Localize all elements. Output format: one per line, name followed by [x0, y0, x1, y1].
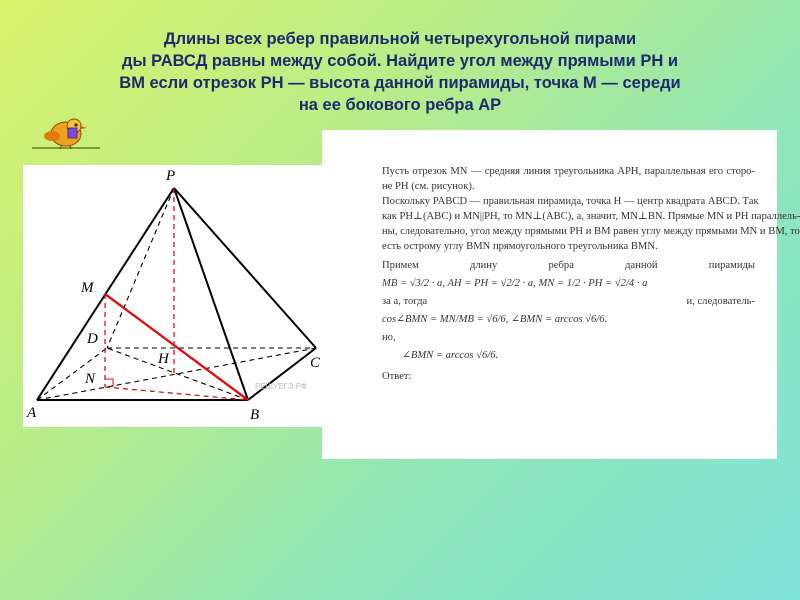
label-N: N — [85, 371, 96, 387]
title-line-3: ВМ если отрезок РН — высота данной пирамиды, точка М — середи — [119, 74, 681, 92]
edge-AD — [37, 348, 107, 400]
title-line-1: Длины всех ребер правильной четырехугольной пирами — [163, 30, 637, 48]
label-H: H — [158, 351, 169, 367]
solution-line-4: как PH⊥(ABC) и MN||PH, то MN⊥(ABC), а, значит, MN⊥BN. Прямые MN и PH параллель- — [382, 211, 800, 222]
edge-PC — [174, 188, 316, 348]
label-C: C — [310, 355, 321, 371]
pyramid-diagram — [23, 165, 323, 427]
solution-line-8: за a, тогда — [382, 296, 428, 307]
solution-line-9: но, — [382, 332, 396, 343]
solution-panel — [322, 130, 800, 459]
segment-NB — [105, 387, 248, 400]
solution-line-3: Поскольку PABCD — правильная пирамида, точка H — центр квадрата ABCD. Так — [382, 196, 759, 207]
label-M: M — [81, 280, 94, 296]
edge-PB — [174, 188, 248, 400]
solution-line-6: есть острому углу BMN прямоугольного треугольника BMN. — [382, 241, 658, 252]
watermark: РЕШУЕГЭ.РФ — [255, 382, 308, 391]
edge-PD — [107, 188, 174, 348]
diag-BD — [107, 348, 248, 400]
label-D: D — [87, 331, 98, 347]
title-line-4: на ее бокового ребра АР — [298, 96, 502, 114]
title-line-2: ды РАВСД равны между собой. Найдите угол между прямыми РН и — [121, 52, 678, 70]
edge-BC — [248, 348, 316, 400]
label-P: P — [166, 168, 176, 184]
pyramid-figure — [23, 165, 323, 427]
formula-cos: cos∠BMN = MN/MB = √6/6, ∠BMN = arccos √6/6. — [382, 314, 608, 325]
solution-line-5: ны, следовательно, угол между прямыми PH и BM равен углу между прямыми MN и BM, то — [382, 226, 800, 237]
label-B: B — [250, 407, 260, 423]
segment-MB — [105, 294, 248, 400]
problem-title — [40, 28, 760, 116]
formula-lengths: MB = √3/2 · a, AH = PH = √2/2 · a, MN = 1/2 · PH = √2/4 · a — [382, 278, 648, 289]
formula-angle: ∠BMN = arccos √6/6. — [402, 350, 499, 361]
solution-line-8-tail: и, следователь- — [686, 296, 755, 307]
solution-line-1: Пусть отрезок MN — средняя линия треугольника APH, параллельная его сторо- — [382, 166, 755, 177]
bird-mascot-icon — [30, 112, 102, 154]
label-A: A — [27, 405, 37, 421]
solution-line-2: не PH (см. рисунок). — [382, 181, 475, 192]
answer-label: Ответ: — [382, 371, 412, 383]
solution-line-7: Примем длину ребра данной пирамиды — [382, 260, 755, 271]
